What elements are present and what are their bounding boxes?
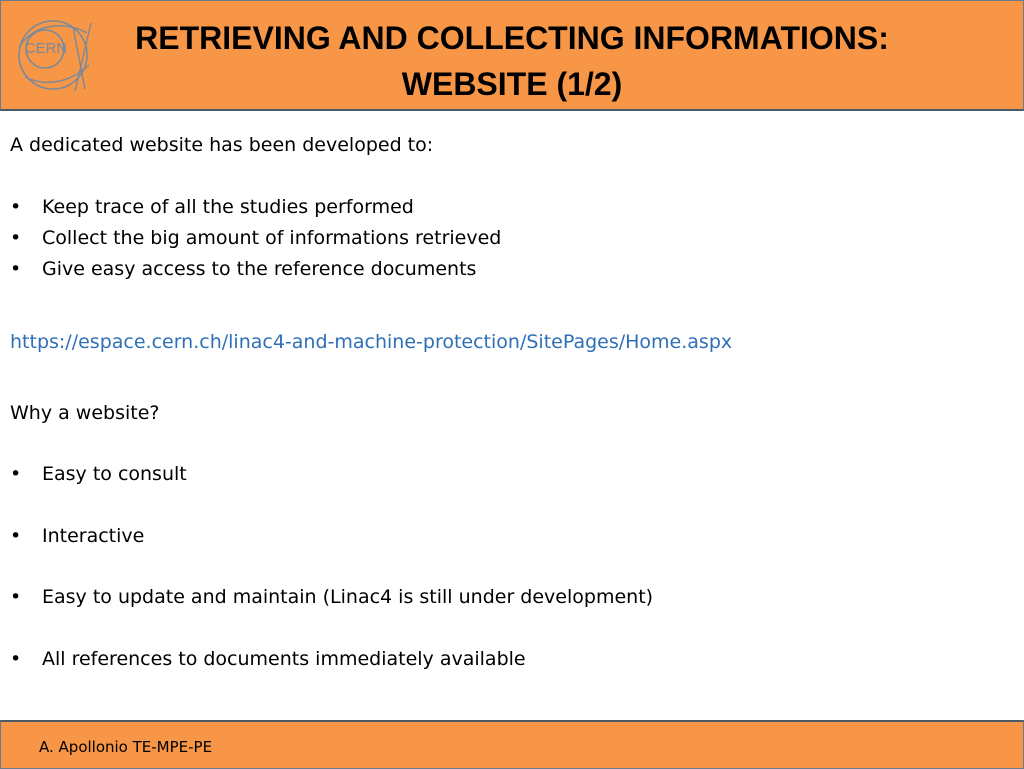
reason-item-label: Easy to consult	[42, 463, 187, 485]
bullet-icon: •	[10, 525, 22, 547]
reason-item-label: Interactive	[42, 525, 145, 547]
bullet-icon: •	[10, 586, 22, 608]
purpose-item-label: Give easy access to the reference documents	[42, 258, 477, 280]
purpose-item-label: Keep trace of all the studies performed	[42, 196, 414, 218]
bullet-icon: •	[10, 196, 22, 218]
reason-item	[10, 648, 526, 670]
purpose-item-label: Collect the big amount of informations retrieved	[42, 227, 502, 249]
slide-title	[101, 15, 923, 107]
bullet-icon: •	[10, 463, 22, 485]
bullet-icon: •	[10, 227, 22, 249]
website-link[interactable]: https://espace.cern.ch/linac4-and-machine-protection/SitePages/Home.aspx	[10, 331, 733, 353]
slide-footer	[0, 720, 1024, 769]
reason-item	[10, 586, 653, 608]
intro-text: A dedicated website has been developed to:	[10, 134, 434, 156]
bullet-icon: •	[10, 648, 22, 670]
reason-item-label: Easy to update and maintain (Linac4 is still under development)	[42, 586, 654, 608]
logo-text: CERN	[24, 40, 68, 57]
why-website-question: Why a website?	[10, 402, 160, 424]
slide-header	[0, 0, 1024, 111]
purpose-item	[10, 196, 414, 218]
purpose-item	[10, 258, 476, 280]
reason-item-label: All references to documents immediately available	[42, 648, 526, 670]
cern-logo-icon	[15, 17, 95, 95]
reason-item	[10, 525, 144, 547]
reason-item	[10, 463, 187, 485]
title-line-1: RETRIEVING AND COLLECTING INFORMATIONS:	[135, 20, 889, 56]
bullet-icon: •	[10, 258, 22, 280]
purpose-item	[10, 227, 501, 249]
footer-author: A. Apollonio TE-MPE-PE	[39, 738, 213, 756]
title-line-2: WEBSITE (1/2)	[401, 66, 623, 102]
